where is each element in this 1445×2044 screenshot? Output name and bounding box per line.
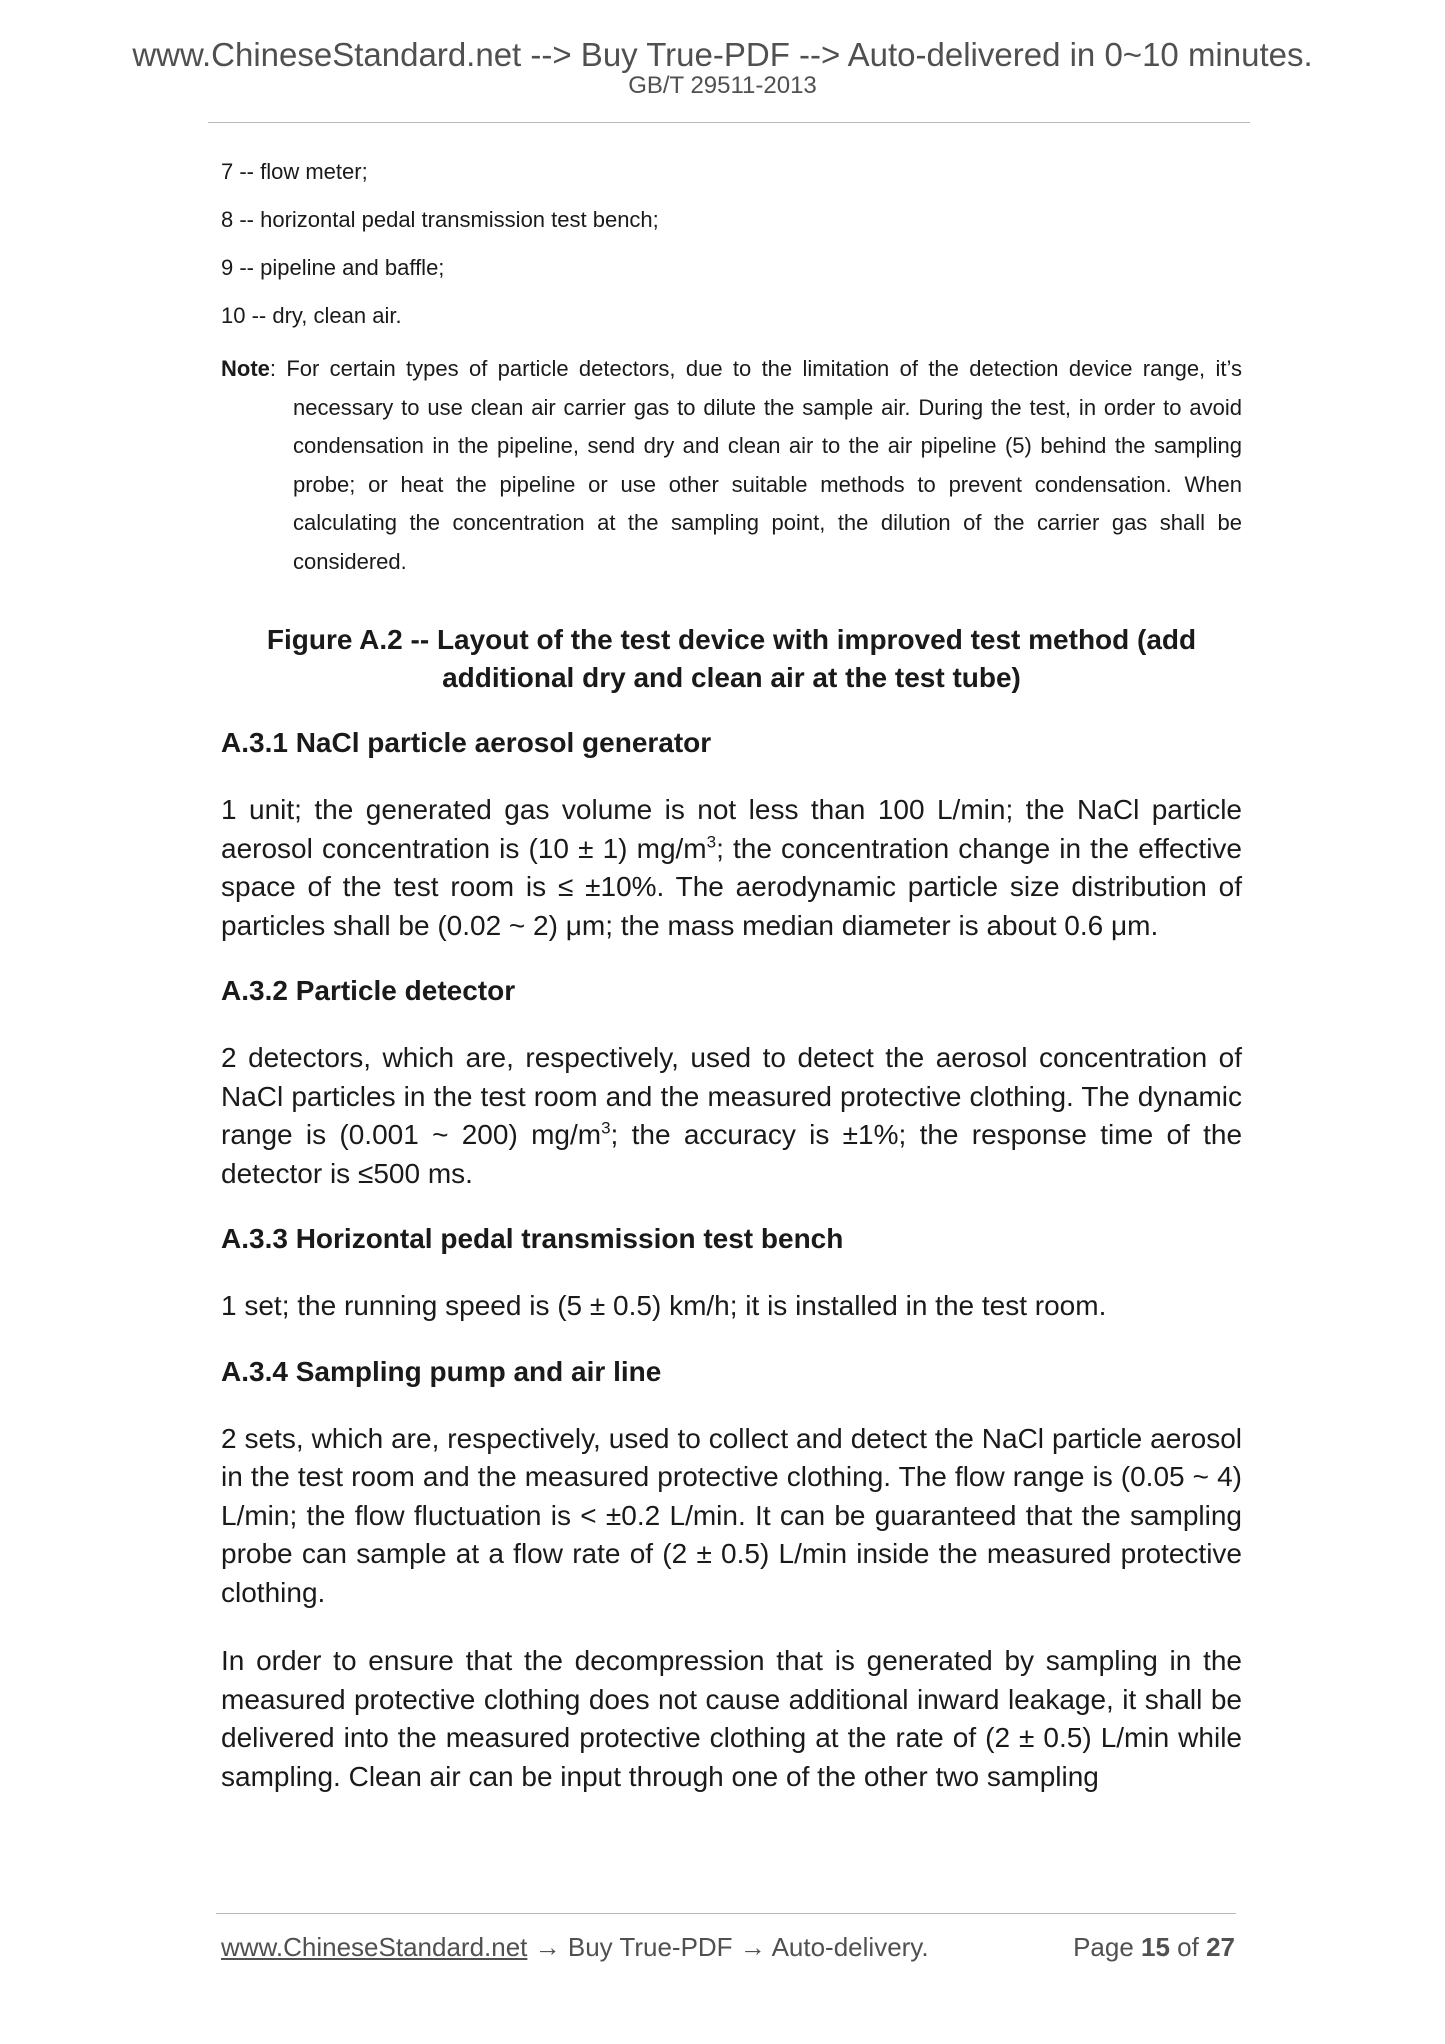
section-a34-paragraph-1: 2 sets, which are, respectively, used to collect and detect the NaCl particle aerosol in the test room and the measured protective clothing. The flow range is (0.05 ~ 4) L/min; the flow fluctuation is < ±0.2 L/min. It can be guaranteed that the sampling probe can sample at a flow rate of (2 ± 0.5) L/min inside the measured protective clothing. xyxy=(221,1422,1242,1608)
total-pages: 27 xyxy=(1206,1932,1235,1962)
page-word: Page xyxy=(1073,1932,1142,1962)
para-text: 2 detectors, which are, respectively, used to detect the aerosol concentration of NaCl particles in the test room and the measured protective clothing. The dynamic range is (0.001 ~ 200) mg/m xyxy=(221,1042,1242,1150)
section-heading-a31: A.3.1 NaCl particle aerosol generator xyxy=(221,727,712,758)
footer-tagline: → Buy True-PDF → Auto-delivery. xyxy=(527,1932,929,1962)
legend-item: 7 -- flow meter; xyxy=(221,159,368,184)
para-text: ; the concentration change in the effective space of the test room is ≤ ±10%. The aerodynamic particle size distribution of particles shall be (0.02 ~ 2) μm; the mass median diameter is about 0.6 μm. xyxy=(221,832,1243,941)
section-heading-a33: A.3.3 Horizontal pedal transmission test bench xyxy=(221,1223,844,1254)
footer-left xyxy=(221,1932,929,1962)
section-a32-paragraph xyxy=(221,1039,1242,1193)
section-heading-a34: A.3.4 Sampling pump and air line xyxy=(221,1355,662,1387)
superscript: 3 xyxy=(706,832,717,852)
current-page: 15 xyxy=(1141,1932,1170,1962)
para-text: 1 unit; the generated gas volume is not less than 100 L/min; the NaCl particle aerosol concentration is (10 ± 1) mg/m xyxy=(221,794,1242,864)
section-a33-paragraph: 1 set; the running speed is (5 ± 0.5) km/h; it is installed in the test room. xyxy=(221,1290,1107,1321)
standard-code: GB/T 29511-2013 xyxy=(628,72,817,99)
header-divider xyxy=(208,122,1250,123)
note-label: Note xyxy=(221,356,270,381)
superscript: 3 xyxy=(601,1118,611,1138)
legend-item: 9 -- pipeline and baffle; xyxy=(221,255,445,280)
page-footer xyxy=(221,1934,1235,1960)
para-text: ; the accuracy is ±1%; the response time of the detector is ≤500 ms. xyxy=(221,1119,1243,1189)
figure-note xyxy=(221,350,1242,581)
figure-caption: Figure A.2 -- Layout of the test device with improved test method (add additional dry and clean air at the test tube) xyxy=(266,624,1197,693)
section-a31-paragraph xyxy=(221,791,1242,945)
section-heading-a32: A.3.2 Particle detector xyxy=(221,975,516,1006)
page-content xyxy=(221,158,1242,1796)
header-banner: www.ChineseStandard.net --> Buy True-PDF --> Auto-delivered in 0~10 minutes. xyxy=(132,36,1313,73)
page-number xyxy=(1073,1934,1235,1960)
legend-item: 8 -- horizontal pedal transmission test bench; xyxy=(221,207,659,232)
section-a34-paragraph-2: In order to ensure that the decompression that is generated by sampling in the measured protective clothing does not cause additional inward leakage, it shall be delivered into the measured protective clothing at the rate of (2 ± 0.5) L/min while sampling. Clean air can be input through one of the other two sampling xyxy=(221,1645,1242,1792)
legend-item: 10 -- dry, clean air. xyxy=(221,303,402,328)
footer-divider xyxy=(216,1913,1236,1914)
footer-site-link[interactable]: www.ChineseStandard.net xyxy=(221,1932,528,1962)
note-text: : For certain types of particle detectors, due to the limitation of the detection device range, it’s necessary to use clean air carrier gas to dilute the sample air. During the test, in order to avoid condensation in the pipeline, send dry and clean air to the air pipeline (5) behind the sampling probe; or heat the pipeline or use other suitable methods to prevent condensation. When calculating the concentration at the sampling point, the dilution of the carrier gas shall be considered. xyxy=(269,356,1242,574)
of-word: of xyxy=(1169,1932,1207,1962)
